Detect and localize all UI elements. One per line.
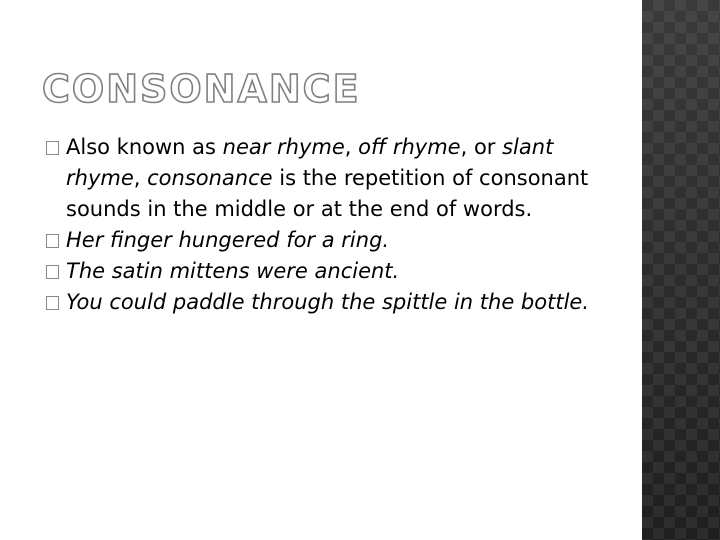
bullet-box-icon bbox=[46, 141, 59, 155]
bullet-list bbox=[46, 132, 626, 318]
bullet-item bbox=[46, 225, 626, 256]
bullet-text: Also known as near rhyme, off rhyme, or slant rhyme, consonance is the repetition of consonant sounds in the middle or at the end of words. bbox=[66, 135, 589, 221]
bullet-item bbox=[46, 256, 626, 287]
bullet-box-icon bbox=[46, 296, 59, 310]
bullet-item bbox=[46, 287, 626, 318]
bullet-item bbox=[46, 132, 626, 225]
bullet-box-icon bbox=[46, 234, 59, 248]
bullet-box-icon bbox=[46, 265, 59, 279]
bullet-text: You could paddle through the spittle in the bottle. bbox=[66, 290, 590, 314]
bullet-text: Her finger hungered for a ring. bbox=[66, 228, 390, 252]
slide-title: CONSONANCE bbox=[42, 67, 361, 111]
decorative-side-band bbox=[642, 0, 720, 540]
bullet-text: The satin mittens were ancient. bbox=[66, 259, 400, 283]
